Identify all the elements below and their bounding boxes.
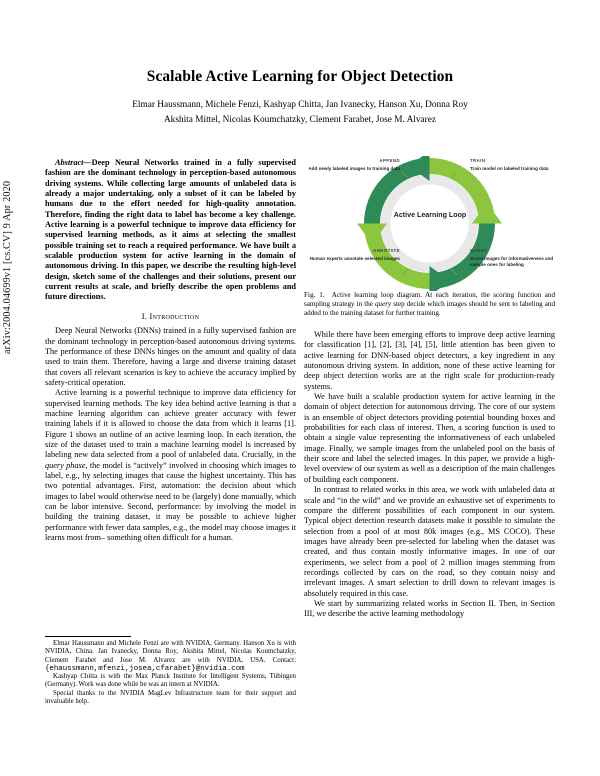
intro-paragraph-1: Deep Neural Networks (DNNs) trained in a fully supervised fashion are the dominant technology in perception-based autonomous driving systems. The performance of these DNNs hinges on the amount and quality of data used to train them. Therefore, having a large and diverse training dataset that covers all relevant scenarios is key to achieve the accuracy implied by safety-critical operation. bbox=[45, 326, 296, 387]
footnote-affiliations bbox=[45, 640, 296, 673]
figure-caption-part-a: Active learning loop diagram. At each iteration, the scoring function and sampling strategy in the bbox=[304, 291, 556, 308]
arxiv-identifier-stamp: arXiv:2004.04699v1 [cs.CV] 9 Apr 2020 bbox=[2, 180, 13, 354]
abstract-paragraph bbox=[45, 158, 296, 303]
diagram-center-label: Active Learning Loop bbox=[393, 211, 467, 219]
section-heading-introduction: I. Introduction bbox=[141, 311, 200, 321]
diagram-step-annotate-desc: Human experts annotate selected images bbox=[309, 255, 400, 261]
figure-active-learning-loop bbox=[304, 156, 555, 291]
diagram-step-train bbox=[470, 158, 556, 172]
intro-p2-part-b: , the model is “actively” involved in choosing which images to label, e.g., by selecting images that cause the highest uncertainty. This has two potential advantages. First, automation: the decision about which images to label would otherwise need to be (largely) done manually, which can be labor intensive. Second, performance: by involving the model in building the training dataset, it may be possible to achieve higher performance with fewer data samples, e.g., the model may choose images it learns most from– something often difficult for a human. bbox=[45, 460, 296, 543]
left-column bbox=[45, 158, 296, 543]
figure-caption-label: Fig. 1. bbox=[304, 291, 325, 299]
footnote-contact-email[interactable]: {ehaussmann,mfenzi,josea,cfarabet}@nvidia.com bbox=[45, 664, 245, 673]
figure-caption-emphasis: query bbox=[374, 299, 392, 308]
diagram-step-append-name: APPEND bbox=[379, 158, 400, 163]
footnote-block bbox=[45, 636, 296, 706]
diagram-step-append bbox=[306, 158, 400, 172]
diagram-step-train-desc: Train model on labeled training data bbox=[470, 165, 549, 171]
abstract-text: Deep Neural Networks trained in a fully supervised fashion are the dominant technology in perception-based autonomous driving systems. While collecting large amounts of unlabeled data is already a major undertaking, only a subset of it can be labeled by humans due to the effort needed for high-quality annotation. Therefore, finding the right data to label has become a key challenge. Active learning is a powerful technique to improve data efficiency for supervised learning methods, as it aims at selecting the smallest possible training set to reach a required performance. We have built a scalable production system for active learning in the domain of autonomous driving. In this paper, we describe the resulting high-level design, sketch some of the challenges and their solutions, present our current results at scale, and briefly describe the open problems and future directions. bbox=[45, 158, 296, 302]
diagram-step-append-desc: Add newly labeled images to training data bbox=[308, 165, 400, 171]
figure-caption bbox=[304, 291, 555, 317]
footnote-chitta: Kashyap Chitta is with the Max Planck Institute for Intelligent Systems, Tübingen (Germany). Work was done while he was an intern at NVIDIA. bbox=[45, 673, 296, 689]
diagram-step-query bbox=[470, 248, 556, 269]
intro-paragraph-2 bbox=[45, 388, 296, 543]
author-list bbox=[45, 98, 555, 127]
diagram-step-query-desc: Score images for informativeness and sample ones for labeling bbox=[470, 255, 554, 268]
footnote-affiliations-text: Elmar Haussmann and Michele Fenzi are with NVIDIA, Germany. Hanson Xu is with NVIDIA, China. Jan Ivanecky, Donna Roy, Akshita Mittel, Nicolas Koumchatzky, Clement Farabet and Jose M. Alvarez are with NVIDIA, USA. Contact: bbox=[45, 640, 296, 664]
footnote-rule bbox=[45, 636, 131, 637]
author-line-1: Elmar Haussmann, Michele Fenzi, Kashyap Chitta, Jan Ivanecky, Hanson Xu, Donna Roy bbox=[132, 100, 468, 110]
diagram-step-annotate-name: ANNOTATE bbox=[373, 248, 400, 253]
right-column bbox=[304, 330, 555, 620]
author-line-2: Akshita Mittel, Nicolas Koumchatzky, Clement Farabet, Jose M. Alvarez bbox=[163, 114, 437, 125]
diagram-step-train-name: TRAIN bbox=[470, 158, 486, 163]
intro-p2-emphasis: query phase bbox=[45, 460, 86, 470]
right-paragraph-2: We have built a scalable production system for active learning in the domain of object detection for autonomous driving. The core of our system is an ensemble of object detectors providing potential bounding boxes and probabilities for each class of interest. Then, a scoring function is used to obtain a single value representing the informativeness of each unlabeled image. Finally, we sample images from the unlabeled pool on the basis of their score and label the selected images. In this paper, we provide a high-level overview of our system as well as a description of the main challenges of building each component. bbox=[304, 392, 555, 484]
page-title: Scalable Active Learning for Object Detection bbox=[146, 68, 454, 85]
intro-p2-part-a: Active learning is a powerful technique to improve data efficiency for supervised learning methods. The key idea behind active learning is that a machine learning algorithm can achieve greater accuracy with fewer training labels if it is allowed to choose the data from which it learns [1]. Figure 1 shows an outline of an active learning loop. In each iteration, the size of the dataset used to train a machine learning model is increased by labeling new data selected from a pool of unlabeled data. Crucially, in the bbox=[45, 388, 296, 460]
figure-caption-part-b: step decide which images should be sent to labeling and added to the training dataset for further training. bbox=[304, 299, 555, 317]
center-disc bbox=[391, 185, 469, 263]
right-paragraph-1: While there have been emerging efforts to improve deep active learning for classification [1], [2], [3], [4], [5], little attention has been given to active learning for DNN-based object detectors, a key ingredient in any autonomous driving system. In addition, none of these active learning for deep object detection works are at the right scale for production-ready systems. bbox=[304, 330, 555, 391]
active-learning-loop-diagram bbox=[304, 156, 555, 291]
right-paragraph-3: In contrast to related works in this area, we work with unlabeled data at scale and “in the wild” and we provide an exhaustive set of experiments to compare the different possibilities of each component in our system. Typical object detection research datasets make it possible to simulate the selection from a pool of at most 80k images (e.g., MS COCO). These images have already been pre-selected for labeling when the dataset was created, and thus contain mostly informative images. In one of our experiments, we select from a pool of 2 million images stemming from recordings collected by cars on the road, so they contain noisy and irrelevant images. A smart selection to drill down to relevant images is absolutely required in this case. bbox=[304, 485, 555, 598]
diagram-step-annotate bbox=[306, 248, 400, 262]
right-paragraph-4: We start by summarizing related works in Section II. Then, in Section III, we describe the active learning methodology bbox=[304, 598, 555, 619]
diagram-step-query-name: QUERY bbox=[470, 248, 488, 253]
footnote-acknowledgement: Special thanks to the NVIDIA MagLev Infrastructure team for their support and invaluable help. bbox=[45, 689, 296, 706]
abstract-label: Abstract— bbox=[55, 158, 92, 167]
